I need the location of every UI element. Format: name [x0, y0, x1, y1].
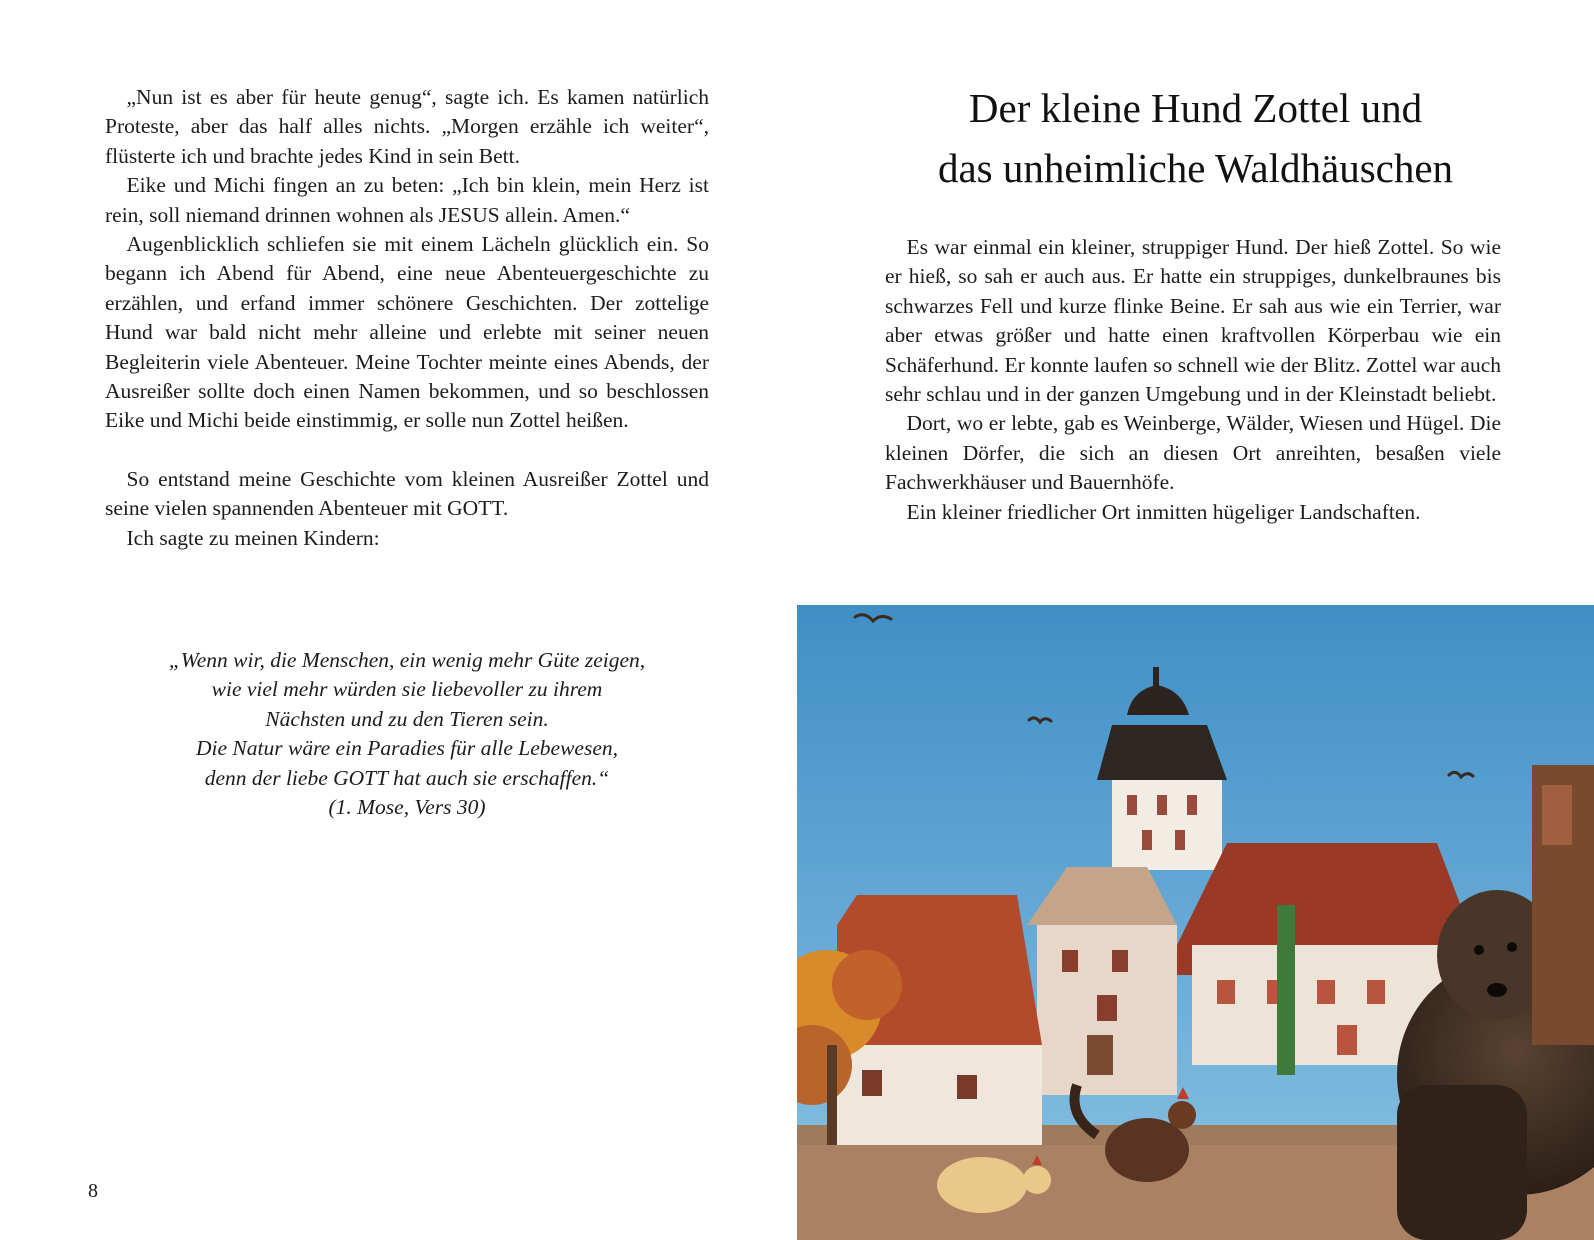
page-number: 8: [88, 1180, 98, 1202]
bible-quote: [105, 646, 709, 822]
painting-svg: [797, 605, 1594, 1240]
paragraph: Ich sagte zu meinen Kindern:: [126, 525, 380, 550]
paragraph: Dort, wo er lebte, gab es Weinberge, Wälder, Wiesen und Hügel. Die kleinen Dörfer, die sich an diesen Ort anreihten, besaßen viele Fachwerkhäuser und Bauernhöfe.: [885, 411, 1501, 495]
right-body-text: [885, 233, 1501, 527]
building-right-edge: [1532, 765, 1594, 1045]
chapter-title-line: das unheimliche Waldhäuschen: [937, 145, 1454, 191]
quote-line: denn der liebe GOTT hat auch sie erschaffen.“: [204, 765, 610, 790]
village-painting: [797, 605, 1594, 1240]
quote-line: wie viel mehr würden sie liebevoller zu ihrem: [211, 677, 603, 702]
cypress-tree: [1277, 905, 1295, 1075]
paragraph: Ein kleiner friedlicher Ort inmitten hügeliger Landschaften.: [906, 499, 1421, 524]
paragraph: Augenblicklich schliefen sie mit einem Lächeln glücklich ein. So begann ich Abend für Abend, eine neue Abenteuergeschichte zu erzählen, und erfand immer schönere Geschichten. Der zottelige Hund war bald nicht mehr alleine und erlebte mit seiner neuen Begleiterin viele Abenteuer. Meine Tochter meinte eines Abends, der Ausreißer sollte doch einen Namen bekommen, und so beschlossen Eike und Michi beide einstimmig, er solle nun Zottel heißen.: [105, 232, 709, 433]
paragraph: So entstand meine Geschichte vom kleinen Ausreißer Zottel und seine vielen spannenden Abenteuer mit GOTT.: [105, 466, 709, 521]
left-body-text: [105, 83, 709, 553]
chapter-title-line: Der kleine Hund Zottel und: [968, 85, 1423, 131]
paragraph: „Nun ist es aber für heute genug“, sagte ich. Es kamen natürlich Proteste, aber das half alles nichts. „Morgen erzähle ich weiter“, flüsterte ich und brachte jedes Kind in sein Bett.: [105, 85, 709, 168]
quote-source: (1. Mose, Vers 30): [328, 795, 486, 820]
quote-line: Nächsten und zu den Tieren sein.: [265, 706, 549, 731]
paragraph: Es war einmal ein kleiner, struppiger Hund. Der hieß Zottel. So wie er hieß, so sah er auch aus. Er hatte ein struppiges, dunkelbraunes bis schwarzes Fell und kurze flinke Beine. Er sah aus wie ein Terrier, war aber etwas größer und hatte einen kraftvollen Körperbau wie ein Schäferhund. Er konnte laufen so schnell wie der Blitz. Zottel war auch sehr schlau und in der ganzen Umgebung und in der Kleinstadt beliebt.: [885, 235, 1501, 407]
chapter-title: [797, 78, 1594, 198]
right-page: [797, 0, 1594, 1240]
quote-line: „Wenn wir, die Menschen, ein wenig mehr Güte zeigen,: [168, 648, 646, 672]
house-middle: [1027, 867, 1177, 1095]
quote-line: Die Natur wäre ein Paradies für alle Lebewesen,: [196, 736, 618, 761]
paragraph: Eike und Michi fingen an zu beten: „Ich bin klein, mein Herz ist rein, soll niemand drinnen wohnen als JESUS allein. Amen.“: [105, 173, 709, 227]
